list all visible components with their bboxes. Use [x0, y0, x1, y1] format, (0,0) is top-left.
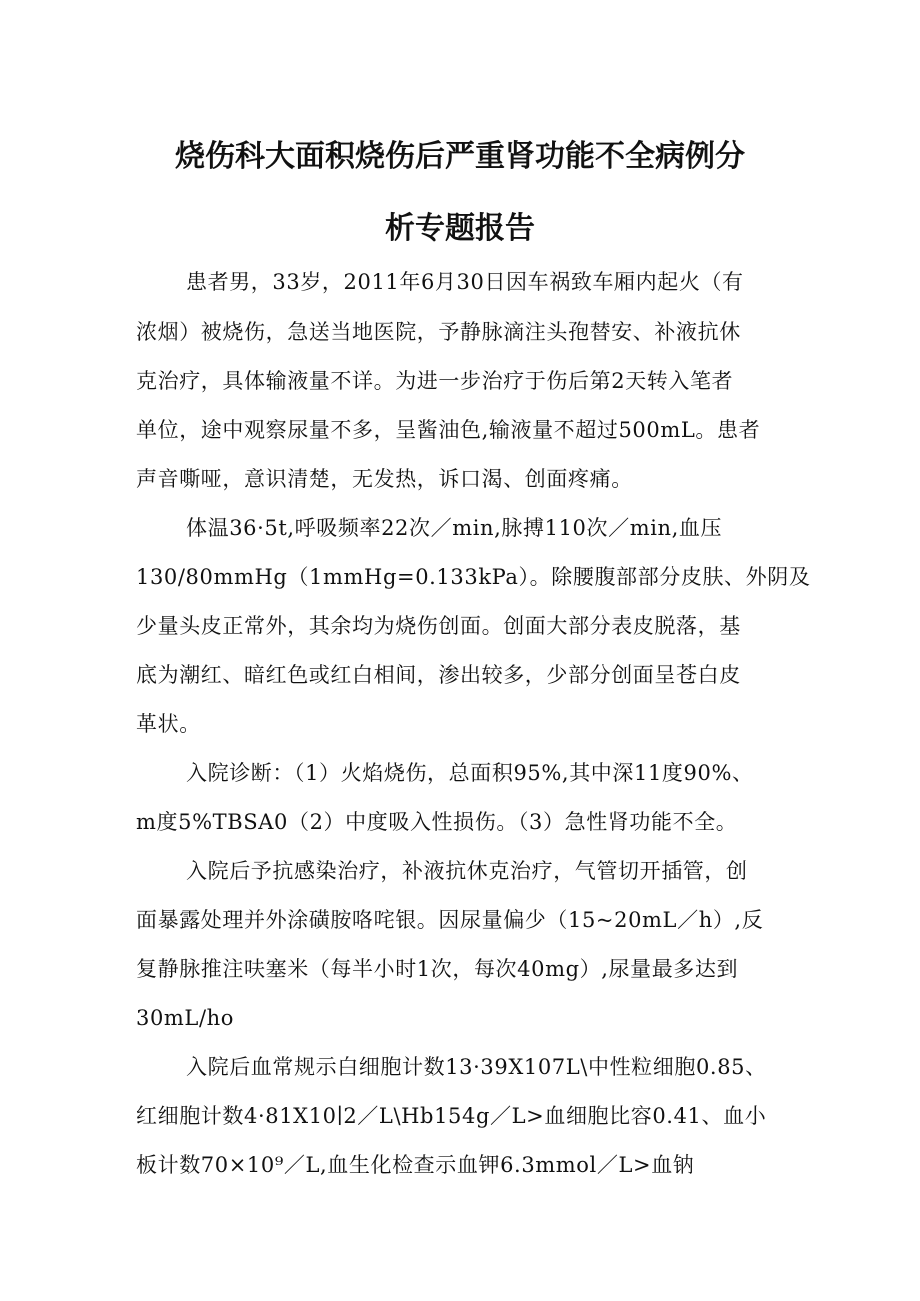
- paragraph-4-line-2: 面暴露处理并外涂磺胺咯咤银。因尿量偏少（15~20mL／h）,反: [136, 908, 764, 932]
- paragraph-2-line-4: 底为潮红、暗红色或红白相间，渗出较多，少部分创面呈苍白皮: [136, 663, 741, 687]
- document-title-line-1: 烧伤科大面积烧伤后严重肾功能不全病例分: [175, 139, 745, 174]
- paragraph-2-line-5: 革状。: [136, 712, 201, 736]
- paragraph-5-line-3: 板计数70×10⁹／L,血生化检查示血钾6.3mmol／L>血钠: [136, 1153, 695, 1177]
- paragraph-3-line-2: m度5%TBSA0（2）中度吸入性损伤。（3）急性肾功能不全。: [136, 810, 738, 834]
- paragraph-1-line-5: 声音嘶哑，意识清楚，无发热，诉口渴、创面疼痛。: [136, 467, 633, 491]
- paragraph-1-line-2: 浓烟）被烧伤，急送当地医院，予静脉滴注头孢替安、补液抗休: [136, 320, 741, 344]
- paragraph-5-line-1: 入院后血常规示白细胞计数13·39X107L\中性粒细胞0.85、: [186, 1055, 767, 1079]
- document-title-line-2: 析专题报告: [385, 211, 535, 246]
- paragraph-5-line-2: 红细胞计数4·81X10∣2／L\Hb154g／L>血细胞比容0.41、血小: [136, 1104, 767, 1128]
- paragraph-1-line-4: 单位，途中观察尿量不多，呈酱油色,输液量不超过500mL。患者: [136, 418, 761, 442]
- paragraph-4-line-1: 入院后予抗感染治疗，补液抗休克治疗，气管切开插管，创: [186, 859, 748, 883]
- paragraph-4-line-3: 复静脉推注呋塞米（每半小时1次，每次40mg）,尿量最多达到: [136, 957, 739, 981]
- paragraph-3-line-1: 入院诊断：（1）火焰烧伤，总面积95%,其中深11度90%、: [186, 761, 754, 785]
- paragraph-2-line-1: 体温36·5t,呼吸频率22次／min,脉搏110次／min,血压: [186, 516, 723, 540]
- paragraph-1-line-3: 克治疗，具体输液量不详。为进一步治疗于伤后第2天转入笔者: [136, 369, 734, 393]
- paragraph-2-line-2: 130/80mmHg（1mmHg=0.133kPa）。除腰腹部部分皮肤、外阴及: [136, 565, 811, 589]
- paragraph-2-line-3: 少量头皮正常外，其余均为烧伤创面。创面大部分表皮脱落，基: [136, 614, 741, 638]
- paragraph-4-line-4: 30mL/ho: [136, 1006, 235, 1030]
- paragraph-1-line-1: 患者男，33岁，2011年6月30日因车祸致车厢内起火（有: [186, 270, 744, 294]
